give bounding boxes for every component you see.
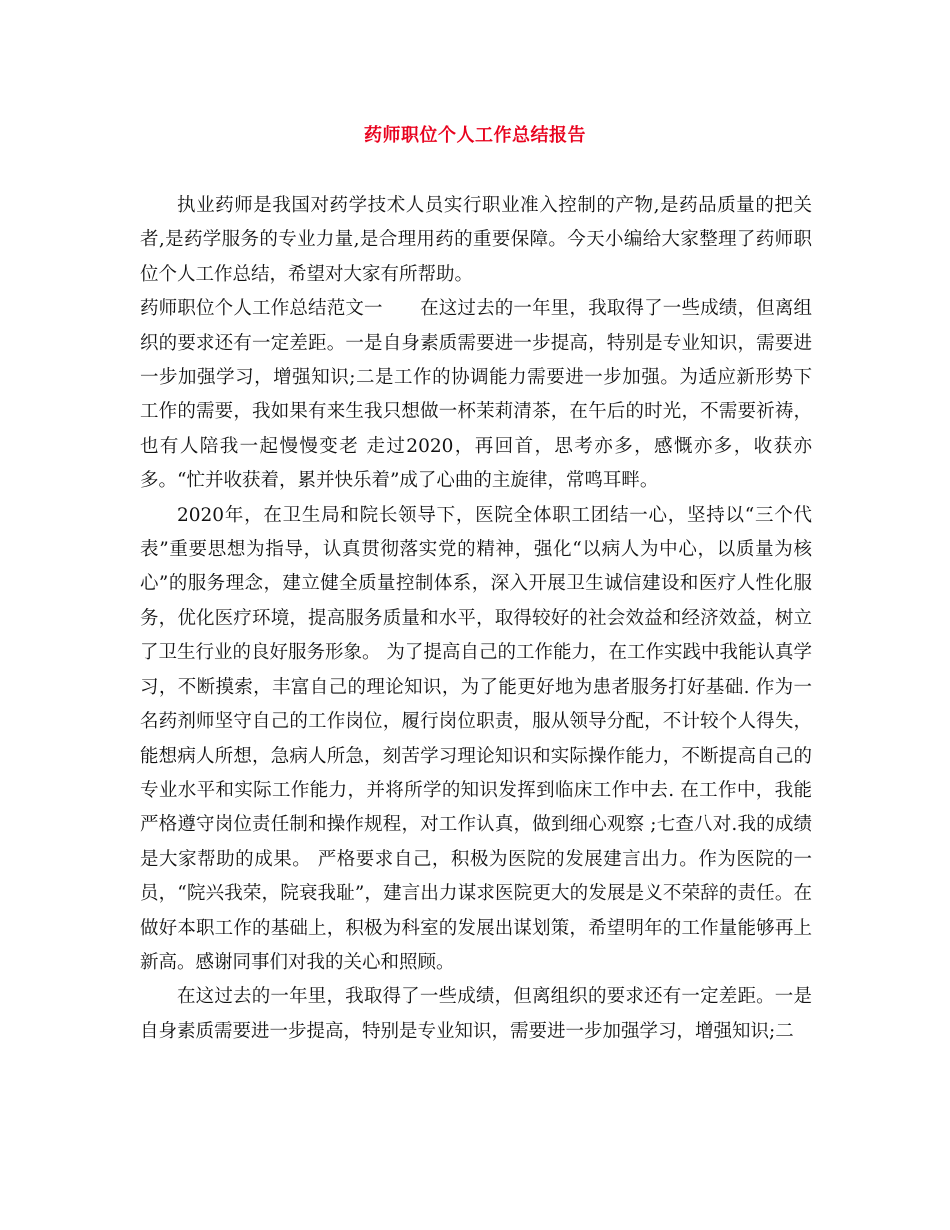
paragraph-example-one: 药师职位个人工作总结范文一 在这过去的一年里，我取得了一些成绩，但离组织的要求还有一定差距。一是自身素质需要进一步提高，特别是专业知识，需要进一步加强学习，增强知识;二是工作的协调能力需要进一步加强。为适应新形势下工作的需要，我如果有来生我只想做一杯茉莉清茶，在午后的时光，不需要祈祷，也有人陪我一起慢慢变老 走过2020，再回首，思考亦多，感慨亦多，收获亦多。“忙并收获着，累并快乐着”成了心曲的主旋律，常鸣耳畔。	[140, 298, 812, 492]
paragraph-intro: 执业药师是我国对药学技术人员实行职业准入控制的产物,是药品质量的把关者,是药学服务的专业力量,是合理用药的重要保障。今天小编给大家整理了药师职位个人工作总结，希望对大家有所帮助。	[140, 195, 812, 285]
document-body	[140, 189, 812, 1049]
paragraph-year-review: 2020年，在卫生局和院长领导下，医院全体职工团结一心，坚持以“三个代表”重要思想为指导，认真贯彻落实党的精神，强化“以病人为中心，以质量为核心”的服务理念，建立健全质量控制体系，深入开展卫生诚信建设和医疗人性化服务，优化医疗环境，提高服务质量和水平，取得较好的社会效益和经济效益，树立了卫生行业的良好服务形象。 为了提高自己的工作能力，在工作实践中我能认真学习，不断摸索，丰富自己的理论知识，为了能更好地为患者服务打好基础. 作为一名药剂师坚守自己的工作岗位，履行岗位职责，服从领导分配，不计较个人得失，能想病人所想，急病人所急，刻苦学习理论知识和实际操作能力，不断提高自己的专业水平和实际工作能力，并将所学的知识发挥到临床工作中去. 在工作中，我能严格遵守岗位责任制和操作规程，对工作认真，做到细心观察 ;七查八对.我的成绩是大家帮助的成果。 严格要求自己，积极为医院的发展建言出力。作为医院的一员，“院兴我荣，院衰我耻”，建言出力谋求医院更大的发展是义不荣辞的责任。在做好本职工作的基础上，积极为科室的发展出谋划策，希望明年的工作量能够再上新高。感谢同事们对我的关心和照顾。	[140, 504, 812, 973]
paragraph-closing: 在这过去的一年里，我取得了一些成绩，但离组织的要求还有一定差距。一是自身素质需要进一步提高，特别是专业知识，需要进一步加强学习，增强知识;二	[140, 986, 812, 1042]
document-title: 药师职位个人工作总结报告	[364, 125, 586, 146]
